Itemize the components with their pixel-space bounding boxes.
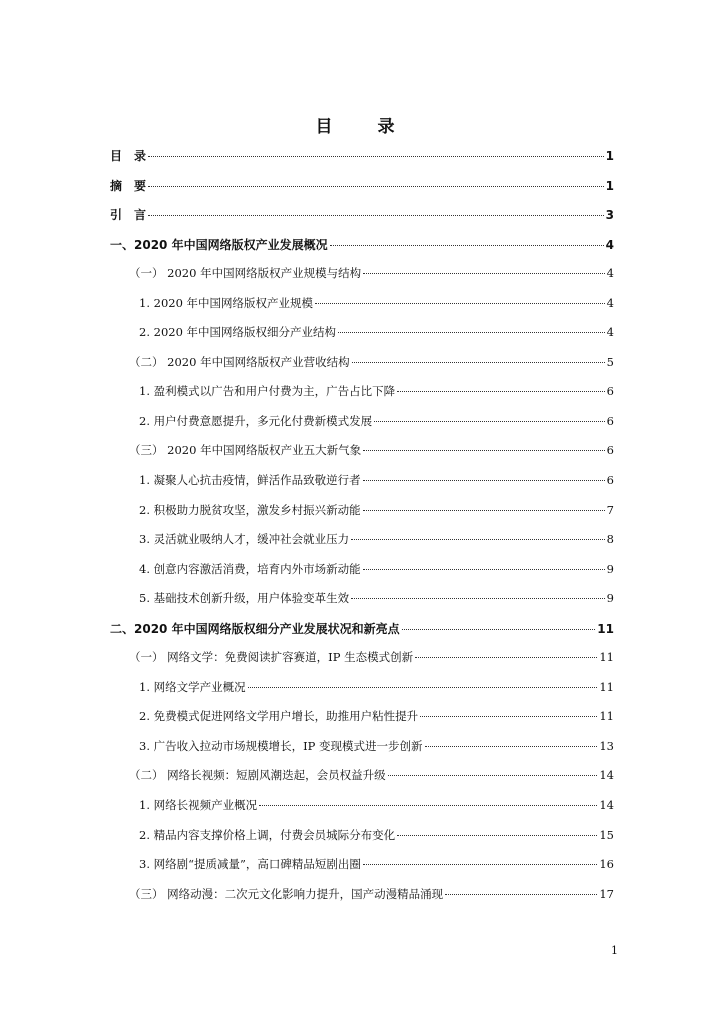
toc-entry-text: 2. 免费模式促进网络文学用户增长，助推用户粘性提升	[139, 709, 419, 724]
toc-entry-page: 4	[606, 295, 614, 310]
toc-entry-text: 5. 基础技术创新升级，用户体验变革生效	[139, 591, 350, 606]
toc-entry[interactable]	[110, 856, 614, 886]
dot-leader	[363, 864, 597, 865]
dot-leader	[402, 629, 596, 630]
toc-entry[interactable]	[110, 590, 614, 620]
toc-entry-text: 一、2020 年中国网络版权产业发展概况	[110, 237, 328, 252]
toc-entry[interactable]	[110, 827, 614, 857]
toc-entry-text: 2. 精品内容支撑价格上调，付费会员城际分布变化	[139, 827, 396, 842]
toc-entry-page: 11	[597, 621, 614, 636]
toc-entry-page: 11	[599, 709, 614, 724]
toc-entry[interactable]	[110, 620, 614, 650]
toc-entry-page: 6	[606, 473, 614, 488]
toc-entry-page: 11	[599, 650, 614, 665]
toc-entry[interactable]	[110, 354, 614, 384]
toc-entry[interactable]	[110, 442, 614, 472]
toc-entry-page: 11	[599, 679, 614, 694]
toc-entry-text: 4. 创意内容激活消费，培育内外市场新动能	[139, 561, 361, 576]
toc-entry-page: 17	[599, 886, 614, 901]
dot-leader	[351, 539, 605, 540]
toc-entry-text: 2. 用户付费意愿提升，多元化付费新模式发展	[139, 413, 373, 428]
table-of-contents	[110, 147, 614, 915]
toc-entry-page: 1	[605, 149, 614, 163]
dot-leader	[397, 391, 605, 392]
toc-entry-text: 目 录	[110, 149, 147, 163]
toc-entry[interactable]	[110, 383, 614, 413]
toc-entry[interactable]	[110, 177, 614, 207]
toc-entry-page: 3	[605, 208, 614, 223]
toc-entry-page: 7	[606, 502, 614, 517]
toc-entry-text: 1. 网络文学产业概况	[139, 679, 246, 694]
toc-entry[interactable]	[110, 236, 614, 266]
toc-entry[interactable]	[110, 797, 614, 827]
toc-entry-text: 1. 2020 年中国网络版权产业规模	[139, 295, 314, 310]
page-number: 1	[611, 944, 618, 957]
toc-entry[interactable]	[110, 502, 614, 532]
dot-leader	[397, 835, 597, 836]
dot-leader	[363, 450, 605, 451]
dot-leader	[415, 657, 597, 658]
toc-entry[interactable]	[110, 147, 614, 177]
toc-entry[interactable]	[110, 324, 614, 354]
toc-entry-page: 1	[605, 178, 614, 193]
toc-entry[interactable]	[110, 295, 614, 325]
toc-entry-text: 1. 凝聚人心抗击疫情，鲜活作品致敬逆行者	[139, 473, 361, 488]
toc-entry-page: 13	[599, 738, 614, 753]
toc-entry-page: 8	[606, 532, 614, 547]
toc-entry-text: （三） 2020 年中国网络版权产业五大新气象	[129, 443, 362, 458]
toc-entry[interactable]	[110, 413, 614, 443]
toc-entry-page: 6	[606, 413, 614, 428]
toc-entry-text: 2. 积极助力脱贫攻坚，激发乡村振兴新动能	[139, 502, 361, 517]
toc-entry[interactable]	[110, 708, 614, 738]
toc-title: 目 录	[315, 117, 409, 137]
dot-leader	[445, 894, 597, 895]
toc-entry[interactable]	[110, 767, 614, 797]
toc-entry-text: 1. 网络长视频产业概况	[139, 798, 258, 813]
dot-leader	[351, 598, 605, 599]
dot-leader	[363, 569, 605, 570]
toc-entry-page: 4	[606, 266, 614, 281]
dot-leader	[388, 775, 598, 776]
toc-entry-page: 4	[606, 325, 614, 340]
toc-entry-page: 9	[606, 591, 614, 606]
dot-leader	[363, 480, 605, 481]
toc-entry-page: 9	[606, 561, 614, 576]
toc-entry[interactable]	[110, 679, 614, 709]
dot-leader	[374, 421, 605, 422]
dot-leader	[338, 332, 605, 333]
dot-leader	[259, 805, 597, 806]
toc-entry[interactable]	[110, 472, 614, 502]
toc-entry-page: 16	[599, 857, 614, 872]
toc-entry-text: 3. 广告收入拉动市场规模增长，IP 变现模式进一步创新	[139, 738, 423, 753]
toc-entry-page: 14	[599, 798, 614, 813]
toc-entry[interactable]	[110, 738, 614, 768]
toc-entry-text: 3. 灵活就业吸纳人才，缓冲社会就业压力	[139, 532, 350, 547]
dot-leader	[352, 362, 605, 363]
dot-leader	[420, 716, 597, 717]
toc-entry-text: 引 言	[110, 208, 147, 223]
toc-entry-text: （二） 2020 年中国网络版权产业营收结构	[129, 354, 350, 369]
toc-entry[interactable]	[110, 561, 614, 591]
dot-leader	[148, 215, 604, 216]
toc-entry-text: 3. 网络剧“提质减量”，高口碑精品短剧出圈	[139, 857, 361, 872]
dot-leader	[425, 746, 598, 747]
dot-leader	[315, 303, 605, 304]
toc-entry[interactable]	[110, 649, 614, 679]
toc-entry-text: 2. 2020 年中国网络版权细分产业结构	[139, 325, 337, 340]
dot-leader	[363, 273, 605, 274]
dot-leader	[148, 186, 604, 187]
toc-entry-page: 14	[599, 768, 614, 783]
toc-entry-page: 6	[606, 443, 614, 458]
dot-leader	[248, 687, 598, 688]
toc-entry[interactable]	[110, 206, 614, 236]
toc-entry-page: 15	[599, 827, 614, 842]
toc-entry-page: 4	[605, 237, 614, 252]
toc-entry[interactable]	[110, 886, 614, 916]
toc-entry-text: （二） 网络长视频：短剧风潮迭起，会员权益升级	[129, 768, 386, 783]
toc-entry[interactable]	[110, 531, 614, 561]
toc-entry[interactable]	[110, 265, 614, 295]
toc-entry-text: 摘 要	[110, 178, 147, 193]
toc-entry-text: （一） 2020 年中国网络版权产业规模与结构	[129, 266, 362, 281]
toc-entry-text: 二、2020 年中国网络版权细分产业发展状况和新亮点	[110, 621, 400, 636]
toc-entry-text: 1. 盈利模式以广告和用户付费为主，广告占比下降	[139, 384, 396, 399]
toc-entry-text: （三） 网络动漫：二次元文化影响力提升，国产动漫精品涌现	[129, 886, 444, 901]
dot-leader	[330, 245, 604, 246]
dot-leader	[363, 510, 605, 511]
toc-entry-text: （一） 网络文学：免费阅读扩容赛道，IP 生态模式创新	[129, 650, 414, 665]
dot-leader	[148, 156, 604, 157]
toc-entry-page: 6	[606, 384, 614, 399]
toc-entry-page: 5	[606, 354, 614, 369]
